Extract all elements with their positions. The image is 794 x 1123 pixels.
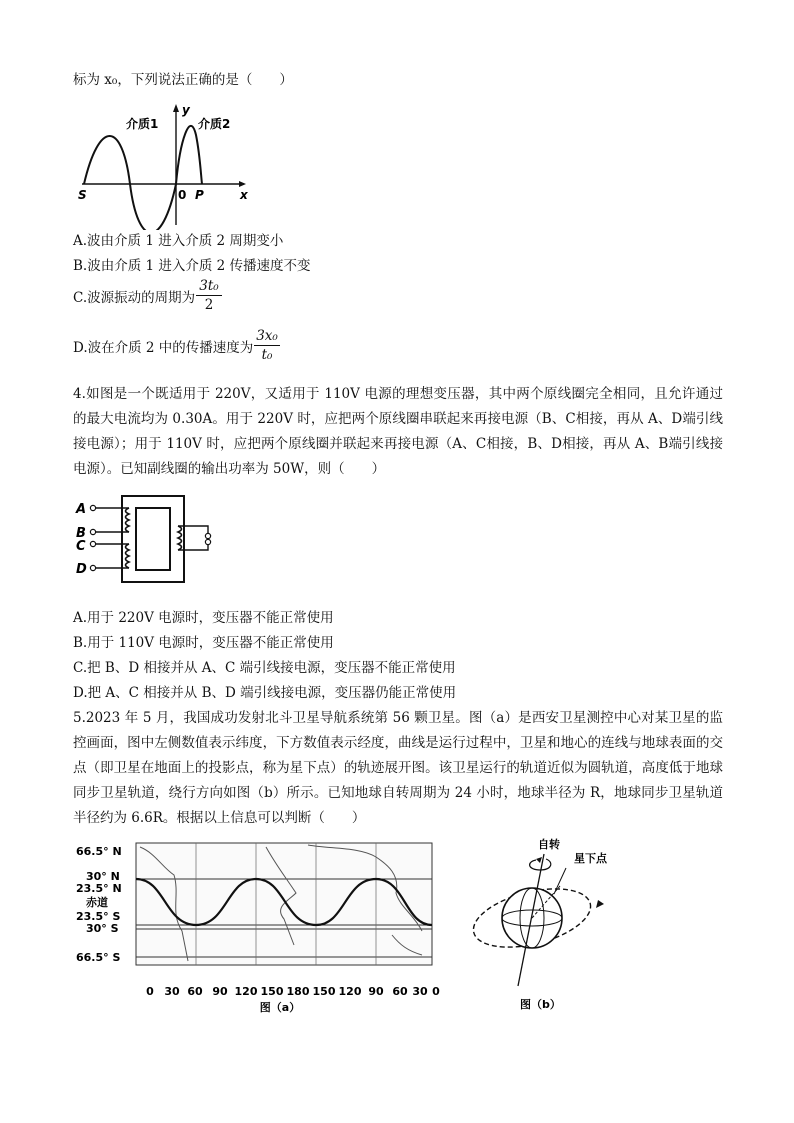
lon-label-9: 120: [338, 985, 362, 998]
terminal-d-label: D: [76, 562, 87, 577]
wave-p-label: P: [195, 188, 204, 202]
q3-d-denominator: t₀: [261, 347, 273, 363]
lon-label-8: 150: [312, 985, 336, 998]
orbit-figure: [470, 832, 620, 1014]
wave-x-label: x: [240, 188, 248, 202]
terminal-b-label: B: [76, 526, 86, 541]
q3-c-numerator: 3t₀: [199, 278, 219, 294]
lat-label-5: 23.5° S: [76, 910, 121, 923]
q4-stem: 4.如图是一个既适用于 220V，又适用于 110V 电源的理想变压器，其中两个原线圈完全相同，且允许通过的最大电流均为 0.30A。用于 220V 时，应把两个原线圈串联起来再接电源（B、C相接，再从 A、D端引线接电源）；用于 110V 时，应把两个原线圈并联起来再接电源（A、C相接，B、D相接，再从 A、B端引线接电源）。已知副线圈的输出功率为 50W，则（ ）: [73, 386, 723, 477]
q3-option-d-fraction: [254, 328, 280, 363]
q4-option-b: B.用于 110V 电源时，变压器不能正常使用: [73, 635, 334, 651]
transformer-figure: [74, 490, 224, 590]
lat-label-1: 66.5° N: [76, 845, 122, 858]
lon-label-6: 150: [260, 985, 284, 998]
q3-option-c: C.波源振动的周期为: [73, 290, 196, 306]
figure-b-caption: 图（b）: [520, 998, 561, 1011]
lon-label-5: 120: [234, 985, 258, 998]
wave-figure: [74, 100, 254, 230]
lon-label-1: 0: [146, 985, 154, 998]
q3-option-a: A.波由介质 1 进入介质 2 周期变小: [73, 233, 284, 249]
lon-label-13: 0: [432, 985, 440, 998]
q5-stem: 5.2023 年 5 月，我国成功发射北斗卫星导航系统第 56 颗卫星。图（a）是西安卫星测控中心对某卫星的监控画面，图中左侧数值表示纬度，下方数值表示经度，曲线是运行过程中，卫星和地心的连线与地球表面的交点（即卫星在地面上的投影点，称为星下点）的轨迹展开图。该卫星运行的轨道近似为圆轨道，高度低于地球同步卫星轨道，绕行方向如图（b）所示。已知地球自转周期为 24 小时，地球半径为 R，地球同步卫星轨道半径约为 6.6R。根据以上信息可以判断（ ）: [73, 710, 723, 826]
subpoint-label: 星下点: [574, 852, 607, 865]
ground-track-figure: [70, 835, 442, 1015]
lon-label-4: 90: [212, 985, 228, 998]
terminal-a-label: A: [76, 502, 87, 517]
lon-label-11: 60: [392, 985, 408, 998]
question-intro: 标为 x₀，下列说法正确的是（ ）: [73, 72, 293, 88]
q3-d-numerator: 3x₀: [256, 328, 278, 344]
medium1-label: 介质1: [126, 117, 159, 131]
q3-option-b: B.波由介质 1 进入介质 2 传播速度不变: [73, 258, 311, 274]
q4-option-a: A.用于 220V 电源时，变压器不能正常使用: [73, 610, 334, 626]
wave-s-label: S: [78, 188, 87, 202]
q3-option-c-fraction: [196, 278, 222, 313]
lon-label-7: 180: [286, 985, 310, 998]
lon-label-12: 30: [412, 985, 428, 998]
lat-label-4: 赤道: [86, 896, 108, 909]
lon-label-10: 90: [368, 985, 384, 998]
q4-option-d: D.把 A、C 相接并从 B、D 端引线接电源，变压器仍能正常使用: [73, 685, 457, 701]
q4-option-c: C.把 B、D 相接并从 A、C 端引线接电源，变压器不能正常使用: [73, 660, 456, 676]
figure-a-caption: 图（a）: [259, 1001, 301, 1014]
lon-label-2: 30: [164, 985, 180, 998]
medium2-label: 介质2: [198, 117, 231, 131]
q3-option-d: D.波在介质 2 中的传播速度为: [73, 340, 254, 356]
terminal-c-label: C: [76, 539, 86, 554]
lat-label-3: 23.5° N: [76, 882, 122, 895]
lat-label-7: 66.5° S: [76, 951, 121, 964]
rotation-label: 自转: [538, 838, 560, 851]
lat-label-6: 30° S: [86, 922, 119, 935]
lon-label-3: 60: [187, 985, 203, 998]
wave-origin-label: 0: [178, 188, 187, 202]
lat-label-2: 30° N: [86, 870, 120, 883]
wave-y-label: y: [182, 103, 190, 117]
q3-c-denominator: 2: [204, 297, 214, 313]
